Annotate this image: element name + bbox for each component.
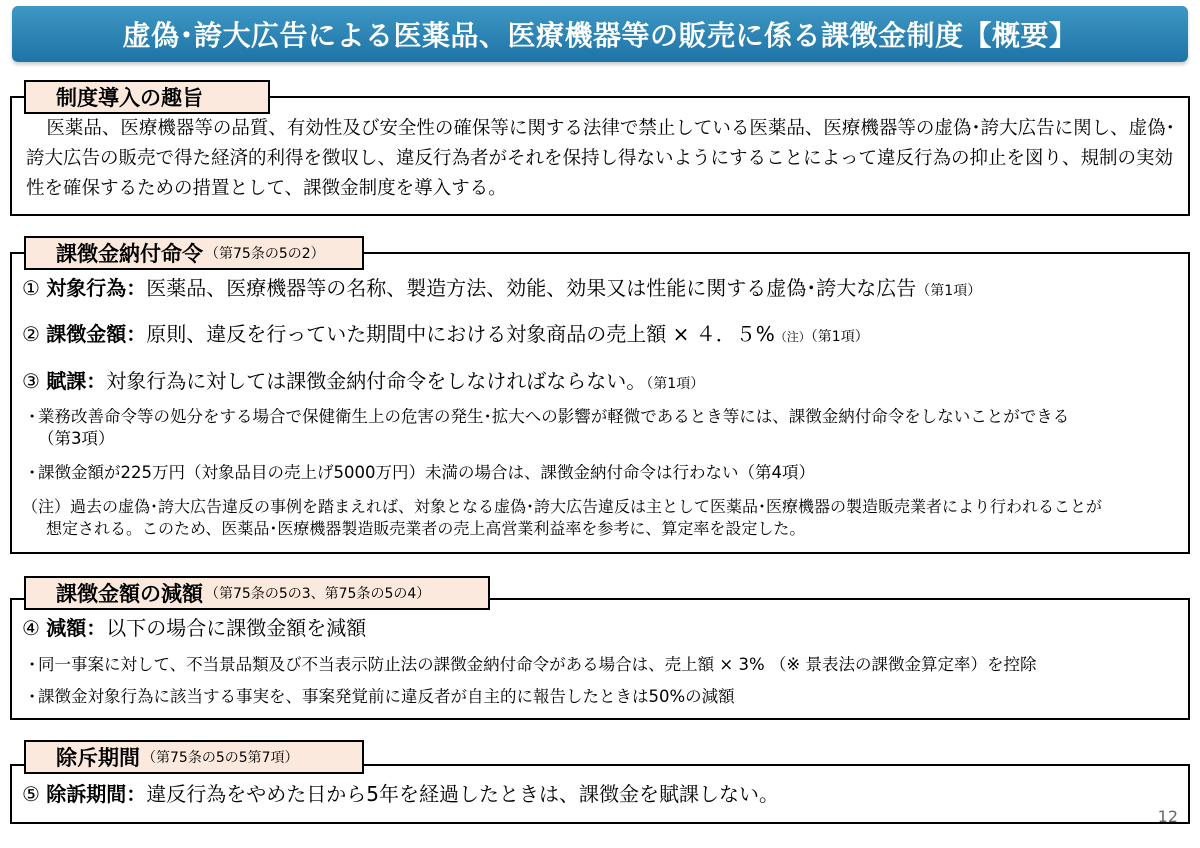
item-number: ② bbox=[22, 322, 40, 346]
order-item-2: ② 課徴金額：原則、違反を行っていた期間中における対象商品の売上額 × ４．５%（注）（第1項） bbox=[22, 322, 869, 346]
item-note: （注） bbox=[774, 330, 811, 344]
item-number: ③ bbox=[22, 369, 40, 393]
bullet-dot: ･ bbox=[28, 655, 37, 674]
order-sub-2 bbox=[28, 459, 815, 483]
exclusion-heading: 除斥期間 bbox=[56, 746, 140, 770]
footnote-line-2: 想定される。このため、医薬品･医療機器製造販売業者の売上高営業利益率を参考に、算定率を設定した。 bbox=[46, 519, 806, 538]
item-label: 対象行為 bbox=[46, 276, 127, 300]
exclusion-heading-tab bbox=[24, 740, 364, 774]
order-footnote bbox=[22, 496, 1102, 540]
reduction-sub-1 bbox=[28, 651, 1037, 675]
bullet-dot: ･ bbox=[28, 687, 37, 706]
exclusion-item: ⑤ 除訴期間：違反行為をやめた日から5年を経過したときは、課徴金を賦課しない。 bbox=[22, 782, 780, 806]
order-heading-tab bbox=[24, 236, 364, 270]
bullet-dot: ･ bbox=[28, 407, 37, 426]
item-text: 違反行為をやめた日から5年を経過したときは、課徴金を賦課しない。 bbox=[146, 782, 780, 806]
page-title: 虚偽･誇大広告による医薬品、医療機器等の販売に係る課徴金制度【概要】 bbox=[12, 6, 1188, 62]
item-number: ⑤ bbox=[22, 782, 40, 806]
intro-text: 医薬品、医療機器等の品質、有効性及び安全性の確保等に関する法律で禁止している医薬品、医療機器等の虚偽･誇大広告に関し、虚偽･誇大広告の販売で得た経済的利得を徴収し、違反行為者がそれを保持し得ないようにすることによって違反行為の抑止を図り、規制の実効性を確保するための措置として、課徴金制度を導入する。 bbox=[26, 118, 1175, 199]
footnote-line-1: （注）過去の虚偽･誇大広告違反の事例を踏まえれば、対象となる虚偽･誇大広告違反は主として医薬品･医療機器の製造販売業者により行われることが bbox=[22, 497, 1103, 516]
reduction-sub-2 bbox=[28, 683, 735, 707]
item-text: 原則、違反を行っていた期間中における対象商品の売上額 × ４．５% bbox=[146, 322, 775, 346]
reduction-heading: 課徴金額の減額 bbox=[56, 582, 203, 606]
bullet-dot: ･ bbox=[28, 463, 37, 482]
order-ref: （第75条の5の2） bbox=[205, 246, 325, 262]
sub-text: 課徴金対象行為に該当する事実を、事案発覚前に違反者が自主的に報告したときは50%の減額 bbox=[38, 687, 735, 706]
item-label: 除訴期間 bbox=[46, 782, 127, 806]
sub-text: 同一事案に対して、不当景品類及び不当表示防止法の課徴金納付命令がある場合は、売上額 × 3% （※ 景表法の課徴金算定率）を控除 bbox=[38, 655, 1037, 674]
order-item-3: ③ 賦課：対象行為に対しては課徴金納付命令をしなければならない。（第1項） bbox=[22, 369, 705, 393]
sub-text: 課徴金額が225万円（対象品目の売上げ5000万円）未満の場合は、課徴金納付命令は行わない（第4項） bbox=[38, 463, 815, 482]
item-number: ① bbox=[22, 276, 40, 300]
item-ref: （第1項） bbox=[916, 283, 982, 299]
reduction-ref: （第75条の5の3、第75条の5の4） bbox=[205, 586, 431, 602]
item-text: 対象行為に対しては課徴金納付命令をしなければならない。 bbox=[106, 369, 647, 393]
order-sub-1 bbox=[28, 403, 1070, 427]
reduction-heading-tab bbox=[24, 576, 490, 610]
item-ref: （第1項） bbox=[646, 376, 705, 392]
reduction-item: ④ 減額：以下の場合に課徴金額を減額 bbox=[22, 616, 367, 640]
order-heading: 課徴金納付命令 bbox=[56, 242, 203, 266]
page-number: 12 bbox=[1157, 807, 1178, 826]
sub-text: 業務改善命令等の処分をする場合で保健衛生上の危害の発生･拡大への影響が軽微であるとき等には、課徴金納付命令をしないことができる bbox=[38, 407, 1070, 426]
item-ref: （第1項） bbox=[810, 329, 869, 345]
item-label: 課徴金額 bbox=[46, 322, 127, 346]
order-sub-1-cont: （第3項） bbox=[38, 429, 115, 448]
item-text: 医薬品、医療機器等の名称、製造方法、効能、効果又は性能に関する虚偽･誇大な広告 bbox=[146, 276, 917, 300]
item-text: 以下の場合に課徴金額を減額 bbox=[106, 616, 367, 640]
intro-heading-tab bbox=[24, 80, 270, 114]
item-number: ④ bbox=[22, 616, 40, 640]
item-label: 減額 bbox=[46, 616, 87, 640]
exclusion-ref: （第75条の5の5第7項） bbox=[142, 750, 299, 766]
intro-heading: 制度導入の趣旨 bbox=[56, 86, 203, 110]
item-label: 賦課 bbox=[46, 369, 87, 393]
order-item-1: ① 対象行為：医薬品、医療機器等の名称、製造方法、効能、効果又は性能に関する虚偽･誇大な広告（第1項） bbox=[22, 276, 982, 300]
